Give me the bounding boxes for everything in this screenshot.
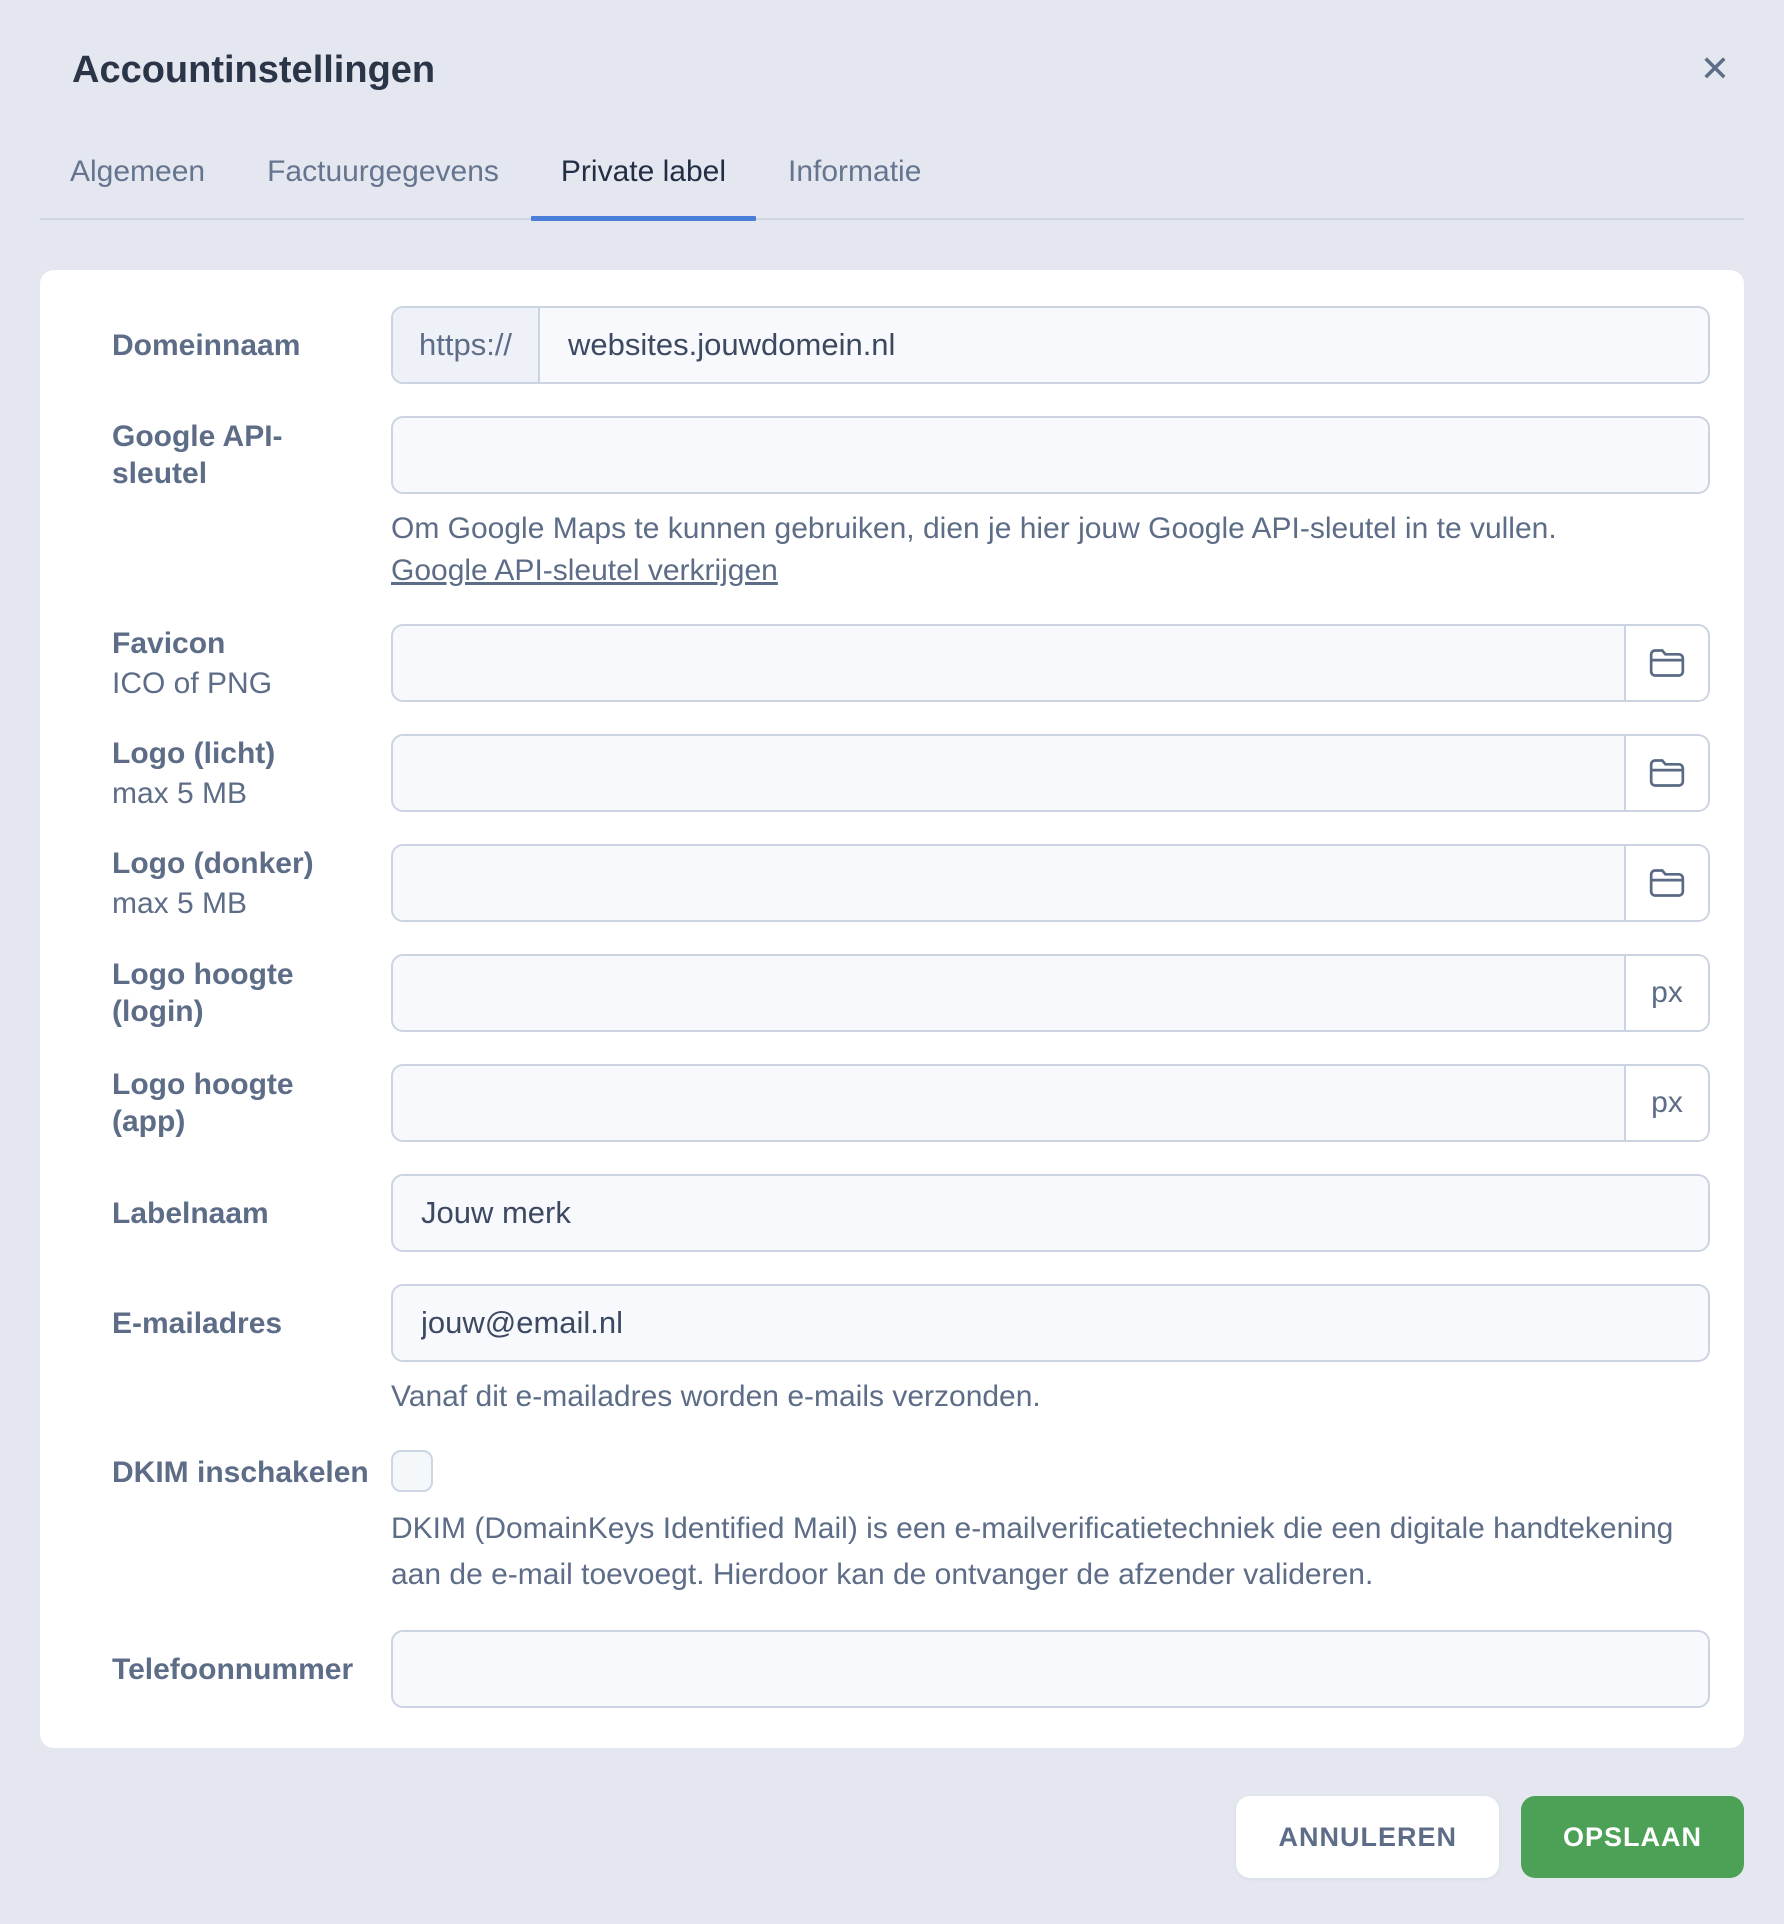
logo-dark-input[interactable] — [393, 846, 1624, 920]
favicon-sublabel: ICO of PNG — [112, 666, 273, 700]
https-prefix: https:// — [393, 308, 540, 382]
dialog-header — [0, 0, 1784, 90]
dialog-footer — [40, 1796, 1744, 1878]
private-label-form-card — [40, 270, 1744, 1748]
domain-label: Domeinnaam — [112, 328, 301, 362]
close-icon[interactable]: ✕ — [1699, 49, 1730, 90]
email-input[interactable] — [393, 1286, 1708, 1360]
row-email — [72, 1284, 1710, 1418]
favicon-browse-button[interactable] — [1624, 626, 1708, 700]
row-logo-height-app — [72, 1064, 1710, 1142]
logo-light-browse-button[interactable] — [1624, 736, 1708, 810]
dkim-checkbox[interactable] — [391, 1450, 433, 1492]
row-google-api — [72, 416, 1710, 592]
logo-height-login-label: Logo hoogte (login) — [112, 958, 294, 1028]
dkim-helper: DKIM (DomainKeys Identified Mail) is een e-mailverificatietechniek die een digitale handtekening aan de e-mail toevoegt. Hierdoor kan de ontvanger de afzender valideren. — [391, 1512, 1674, 1591]
favicon-input[interactable] — [393, 626, 1624, 700]
tab-informatie[interactable]: Informatie — [758, 154, 951, 218]
row-logo-dark — [72, 844, 1710, 922]
row-logo-height-login — [72, 954, 1710, 1032]
px-suffix: px — [1624, 956, 1708, 1030]
folder-icon — [1648, 867, 1686, 899]
email-helper: Vanaf dit e-mailadres worden e-mails verzonden. — [391, 1380, 1041, 1413]
favicon-label: Favicon — [112, 626, 226, 660]
google-api-helper: Om Google Maps te kunnen gebruiken, dien je hier jouw Google API-sleutel in te vullen. — [391, 512, 1557, 545]
label-name-input[interactable] — [393, 1176, 1708, 1250]
px-suffix: px — [1624, 1066, 1708, 1140]
dialog-title: Accountinstellingen — [72, 49, 436, 91]
save-button[interactable]: OPSLAAN — [1521, 1796, 1744, 1878]
row-dkim — [72, 1450, 1710, 1598]
tab-private-label[interactable]: Private label — [531, 154, 756, 218]
logo-dark-sublabel: max 5 MB — [112, 886, 248, 920]
logo-dark-label: Logo (donker) — [112, 846, 314, 880]
domain-input-group — [391, 306, 1710, 384]
dkim-label: DKIM inschakelen — [112, 1455, 369, 1489]
phone-label: Telefoonnummer — [112, 1652, 354, 1686]
google-api-input[interactable] — [393, 418, 1708, 492]
google-api-link[interactable]: Google API-sleutel verkrijgen — [391, 554, 778, 587]
logo-light-sublabel: max 5 MB — [112, 776, 248, 810]
tab-factuurgegevens[interactable]: Factuurgegevens — [237, 154, 529, 218]
row-phone — [72, 1630, 1710, 1708]
label-name-label: Labelnaam — [112, 1196, 269, 1230]
logo-height-app-label: Logo hoogte (app) — [112, 1068, 294, 1138]
folder-icon — [1648, 757, 1686, 789]
domain-input[interactable] — [540, 308, 1708, 382]
logo-dark-browse-button[interactable] — [1624, 846, 1708, 920]
row-logo-light — [72, 734, 1710, 812]
google-api-label: Google API-sleutel — [112, 420, 283, 490]
tab-algemeen[interactable]: Algemeen — [40, 154, 235, 218]
phone-input[interactable] — [393, 1632, 1708, 1706]
tab-bar — [40, 154, 1744, 220]
logo-height-app-input[interactable] — [393, 1066, 1624, 1140]
email-label: E-mailadres — [112, 1306, 283, 1340]
row-favicon — [72, 624, 1710, 702]
logo-height-login-input[interactable] — [393, 956, 1624, 1030]
folder-icon — [1648, 647, 1686, 679]
logo-light-label: Logo (licht) — [112, 736, 276, 770]
row-domain — [72, 306, 1710, 384]
logo-light-input[interactable] — [393, 736, 1624, 810]
row-label-name — [72, 1174, 1710, 1252]
cancel-button[interactable]: ANNULEREN — [1236, 1796, 1499, 1878]
